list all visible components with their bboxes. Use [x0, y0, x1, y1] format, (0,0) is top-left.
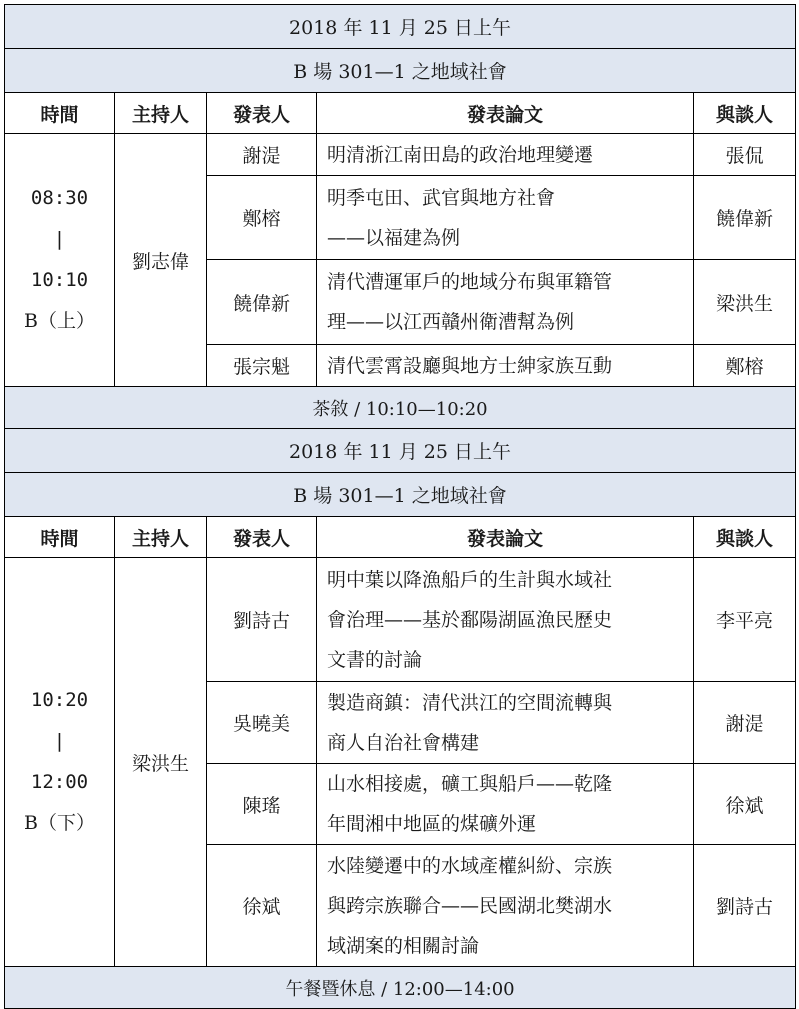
paper-title	[317, 176, 694, 260]
discussant: 張侃	[694, 134, 796, 176]
header-time: 時間	[5, 93, 115, 134]
paper-line: ——以福建為例	[327, 226, 461, 249]
header-host: 主持人	[115, 93, 207, 134]
discussant: 鄭榕	[694, 345, 796, 387]
header-discussant: 與談人	[694, 517, 796, 558]
room-code: B（下）	[24, 812, 95, 834]
header-row	[5, 517, 796, 558]
session-date: 2018 年 11 月 25 日上午	[5, 5, 796, 49]
header-paper: 發表論文	[317, 93, 694, 134]
presenter: 陳瑤	[207, 764, 317, 845]
paper-title	[317, 682, 694, 764]
room-code: B（上）	[24, 310, 95, 332]
paper-line: 與跨宗族聯合——民國湖北樊湖水	[327, 894, 613, 917]
table-row	[5, 134, 796, 176]
presenter: 吳曉美	[207, 682, 317, 764]
header-paper: 發表論文	[317, 517, 694, 558]
paper-line: 清代雲霄設廳與地方士紳家族互動	[327, 354, 613, 377]
paper-line: 理——以江西贛州衛漕幫為例	[327, 311, 575, 333]
paper-title	[317, 260, 694, 345]
paper-line: 商人自治社會構建	[327, 731, 480, 754]
discussant: 徐斌	[694, 764, 796, 845]
paper-line: 年間湘中地區的煤礦外運	[327, 813, 537, 835]
paper-line: 清代漕運軍戶的地域分布與軍籍管	[327, 271, 613, 293]
header-presenter: 發表人	[207, 93, 317, 134]
discussant: 饒偉新	[694, 176, 796, 260]
paper-line: 明清浙江南田島的政治地理變遷	[327, 143, 594, 166]
break-row: 午餐暨休息 / 12:00—14:00	[5, 967, 796, 1009]
time-end: 10:10	[30, 269, 89, 291]
time-start: 10:20	[30, 689, 89, 711]
schedule-table	[4, 4, 796, 1009]
time-cell	[5, 134, 115, 387]
header-host: 主持人	[115, 517, 207, 558]
presenter: 張宗魁	[207, 345, 317, 387]
presenter: 劉詩古	[207, 558, 317, 682]
paper-line: 明季屯田、武官與地方社會	[327, 186, 556, 209]
paper-line: 山水相接處，礦工與船戶——乾隆	[327, 773, 613, 795]
paper-title	[317, 134, 694, 176]
header-row	[5, 93, 796, 134]
paper-title	[317, 345, 694, 387]
discussant: 謝湜	[694, 682, 796, 764]
host-cell: 劉志偉	[115, 134, 207, 387]
session-room: B 場 301—1 之地域社會	[5, 473, 796, 517]
paper-line: 域湖案的相關討論	[327, 934, 480, 957]
header-time: 時間	[5, 517, 115, 558]
paper-line: 明中葉以降漁船戶的生計與水域社	[327, 568, 613, 591]
presenter: 謝湜	[207, 134, 317, 176]
paper-line: 文書的討論	[327, 648, 423, 671]
break-row: 茶敘 / 10:10—10:20	[5, 387, 796, 429]
paper-title	[317, 764, 694, 845]
paper-line: 會治理——基於鄱陽湖區漁民歷史	[327, 608, 613, 631]
paper-line: 水陸變遷中的水域產權糾紛、宗族	[327, 854, 613, 877]
presenter: 徐斌	[207, 845, 317, 967]
session-date: 2018 年 11 月 25 日上午	[5, 429, 796, 473]
time-cell	[5, 558, 115, 967]
header-discussant: 與談人	[694, 93, 796, 134]
time-separator: |	[53, 730, 66, 752]
paper-line: 製造商鎮：清代洪江的空間流轉與	[327, 691, 613, 714]
discussant: 劉詩古	[694, 845, 796, 967]
presenter: 饒偉新	[207, 260, 317, 345]
time-start: 08:30	[30, 187, 89, 209]
time-separator: |	[53, 228, 66, 250]
paper-title	[317, 558, 694, 682]
paper-title	[317, 845, 694, 967]
table-row	[5, 558, 796, 682]
session-room: B 場 301—1 之地域社會	[5, 49, 796, 93]
header-presenter: 發表人	[207, 517, 317, 558]
host-cell: 梁洪生	[115, 558, 207, 967]
presenter: 鄭榕	[207, 176, 317, 260]
time-end: 12:00	[30, 771, 89, 793]
discussant: 梁洪生	[694, 260, 796, 345]
discussant: 李平亮	[694, 558, 796, 682]
